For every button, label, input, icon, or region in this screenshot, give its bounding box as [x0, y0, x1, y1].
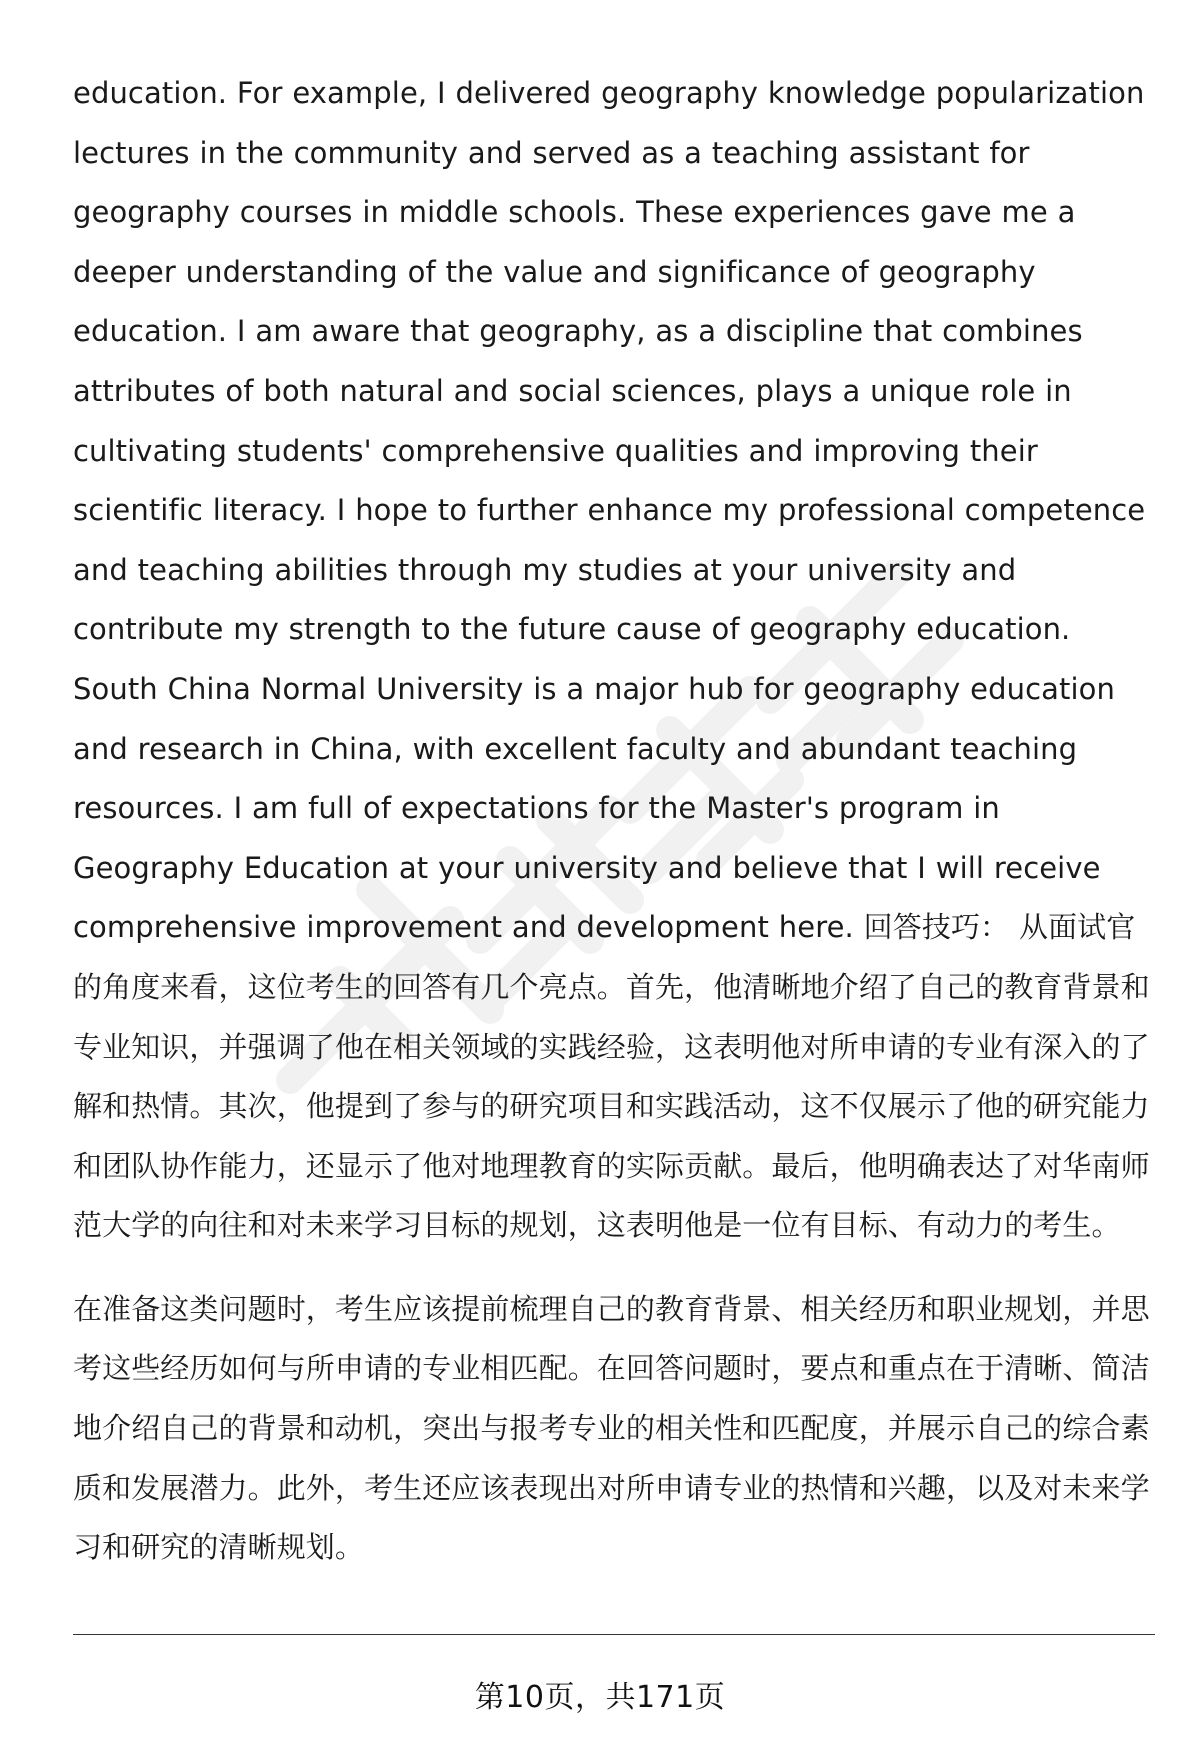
footer-divider — [73, 1634, 1155, 1635]
document-body — [73, 64, 1153, 1578]
paragraph: education. For example, I delivered geography knowledge popularization lectures in the community and served as a teaching assistant for geography courses in middle schools. These experiences gave me a deeper understanding of the value and significance of geography education. I am aware that geography, as a discipline that combines attributes of both natural and social sciences, plays a unique role in cultivating students' comprehensive qualities and improving their scientific literacy. I hope to further enhance my professional competence and teaching abilities through my studies at your university and contribute my strength to the future cause of geography education. South China Normal University is a major hub for geography education and research in China, with excellent faculty and abundant teaching resources. I am full of expectations for the Master's program in Geography Education at your university and believe that I will receive comprehensive improvement and development here. 回答技巧： 从面试官的角度来看，这位考生的回答有几个亮点。首先，他清晰地介绍了自己的教育背景和专业知识，并强调了他在相关领域的实践经验，这表明他对所申请的专业有深入的了解和热情。其次，他提到了参与的研究项目和实践活动，这不仅展示了他的研究能力和团队协作能力，还显示了他对地理教育的实际贡献。最后，他明确表达了对华南师范大学的向往和对未来学习目标的规划，这表明他是一位有目标、有动力的考生。 — [73, 76, 1150, 1243]
page-number: 第10页，共171页 — [474, 1680, 726, 1715]
paragraph: 在准备这类问题时，考生应该提前梳理自己的教育背景、相关经历和职业规划，并思考这些经历如何与所申请的专业相匹配。在回答问题时，要点和重点在于清晰、简洁地介绍自己的背景和动机，突出与报考专业的相关性和匹配度，并展示自己的综合素质和发展潜力。此外，考生还应该表现出对所申请专业的热情和兴趣，以及对未来学习和研究的清晰规划。 — [73, 1291, 1150, 1565]
